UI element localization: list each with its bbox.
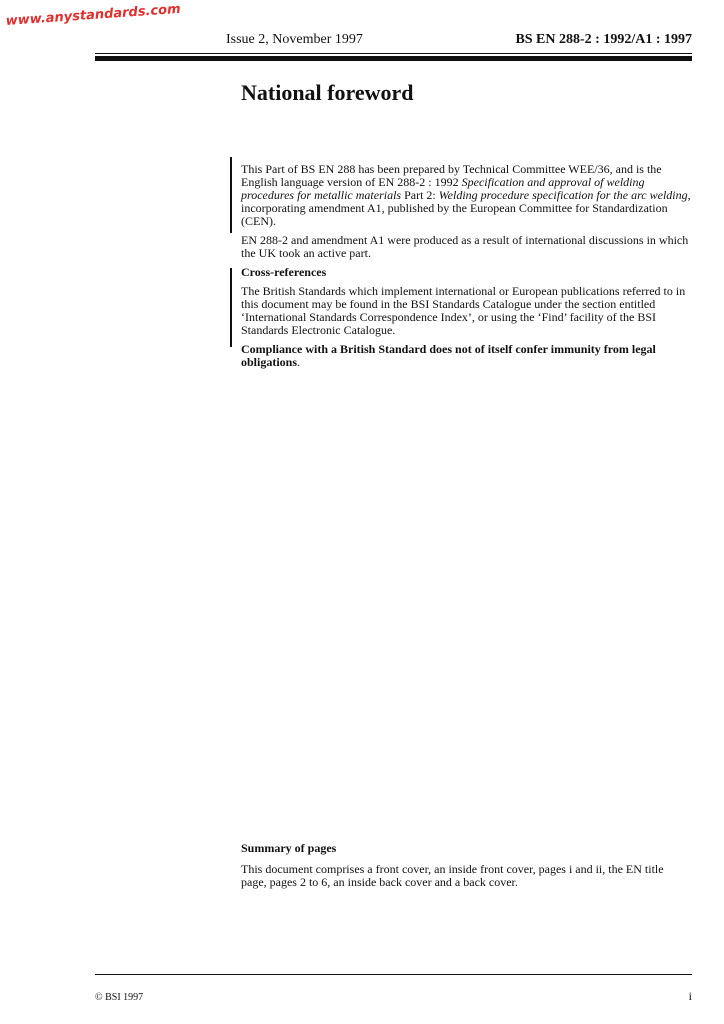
summary-text: This document comprises a front cover, an inside front cover, pages i and ii, the EN title page, pages 2 to 6, an inside back cover and a back cover.	[241, 862, 664, 889]
change-bar	[230, 157, 232, 233]
foreword-paragraph: EN 288-2 and amendment A1 were produced as a result of international discussions in which the UK took an active part.	[241, 233, 689, 260]
foreword-body	[241, 163, 691, 375]
cross-references-text: The British Standards which implement international or European publications referred to in this document may be found in the BSI Standards Catalogue under the section entitled ‘International Standards Correspondence Index’, or using the ‘Find’ facility of the BSI Standards Electronic Catalogue.	[241, 284, 686, 337]
footer-rule	[95, 974, 692, 975]
page-title: National foreword	[241, 80, 414, 105]
foreword-paragraph	[241, 163, 691, 228]
cross-references-heading: Cross-references	[241, 265, 327, 279]
change-bar	[230, 268, 232, 347]
header-rule-thin	[95, 53, 692, 54]
summary-heading: Summary of pages	[241, 841, 337, 855]
paragraph-text: This Part of BS EN 288 has been prepared by Technical Committee WEE/36, and is the English language version of EN 288-2 : 1992	[241, 162, 662, 189]
footer-copyright: © BSI 1997	[95, 992, 144, 1003]
paragraph-text: Part 2:	[401, 188, 439, 202]
compliance-period: .	[297, 355, 301, 369]
summary-of-pages-section	[241, 842, 691, 889]
footer-page-number: i	[688, 989, 692, 1003]
compliance-notice	[241, 343, 691, 369]
header-standard-code: BS EN 288-2 : 1992/A1 : 1997	[515, 32, 692, 47]
header-rule-thick	[95, 56, 692, 61]
watermark-logo	[4, 1, 182, 32]
paragraph-text: , incorporating amendment A1, published by the European Committee for Standardization (CEN).	[241, 188, 691, 228]
watermark-text: www.anystandards.com	[5, 1, 182, 29]
document-title-italic: Specification and approval of welding procedures for metallic materials	[241, 175, 645, 202]
compliance-text: Compliance with a British Standard does not of itself confer immunity from legal obligations	[241, 342, 656, 369]
header-issue-date: Issue 2, November 1997	[226, 32, 363, 47]
part-title-italic: Welding procedure specification for the arc welding	[438, 188, 688, 202]
